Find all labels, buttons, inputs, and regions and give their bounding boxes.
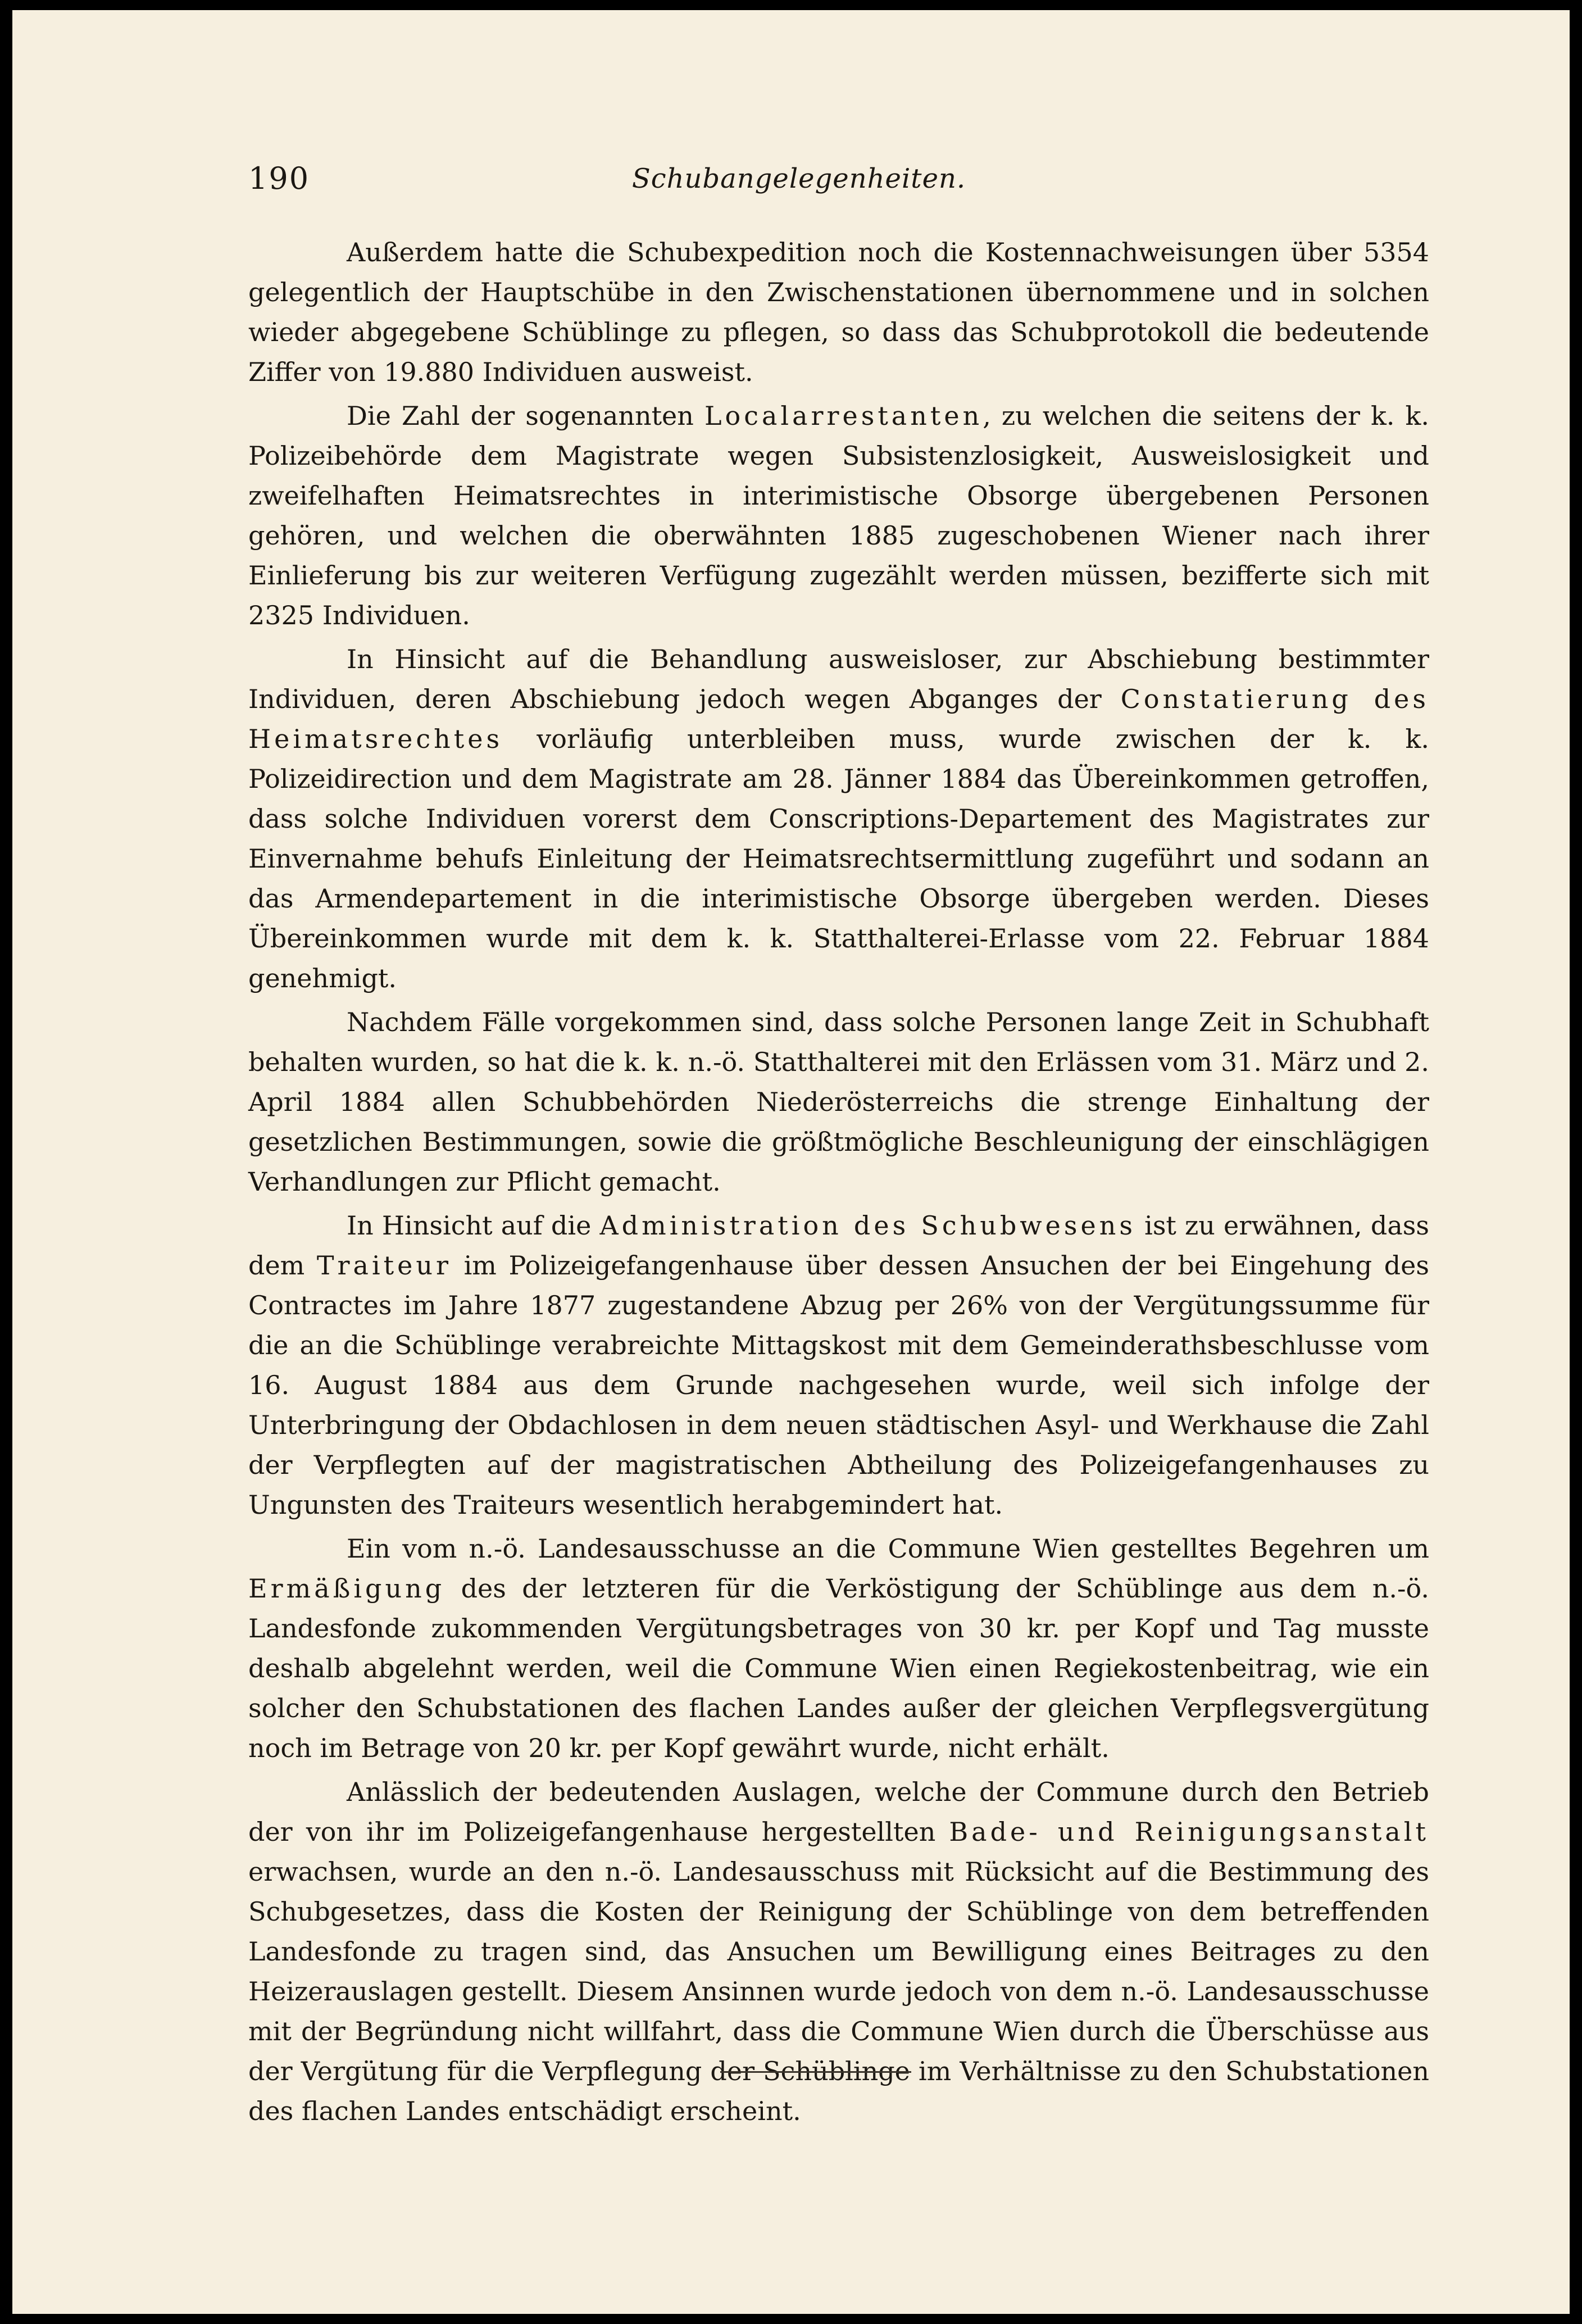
paragraph-2-text-a: Die Zahl der sogenannten [347,401,704,431]
paragraph-6-text-a: Ein vom n.-ö. Landesausschusse an die Commune Wien gestelltes Begehren um [347,1533,1429,1564]
paragraph-6-text-b: des der letzteren für die Verköstigung der Schüblinge aus dem n.-ö. Landesfonde zukommenden Vergütungsbetrages von 30 kr. per Kopf und Tag musste deshalb abgelehnt werden, weil die Commune Wien einen Regiekostenbeitrag, wie ein solcher den Schubstationen des flachen Landes außer der gleichen Verpflegsvergütung noch im Betrage von 20 kr. per Kopf gewährt wurde, nicht erhält. [248,1573,1429,1763]
paragraph-1: Außerdem hatte die Schubexpedition noch die Kostennachweisungen über 5354 gelegentlich der Hauptschübe in den Zwischenstationen übernommene und in solchen wieder abgegebene Schüblinge zu pflegen, so dass das Schubprotokoll die bedeutende Ziffer von 19.880 Individuen ausweist. [248,237,1429,387]
paragraph-2-emphasis: Localarrestanten [704,401,983,431]
paragraph-5-emphasis-2: Traiteur [316,1250,452,1281]
paragraph-3-text-b: vorläufig unterbleiben muss, wurde zwischen der k. k. Polizeidirection und dem Magistrate am 28. Jänner 1884 das Übereinkommen getroffen, dass solche Individuen vorerst dem Conscriptions-Departement des Magistrates zur Einvernahme behufs Einleitung der Heimatsrechtsermittlung zugeführt und sodann an das Armendepartement in die interimistische Obsorge übergeben werden. Dieses Übereinkommen wurde mit dem k. k. Statthalterei-Erlasse vom 22. Februar 1884 genehmigt. [248,724,1429,993]
paragraph-7-text-a: Anlässlich der bedeutenden Auslagen, welche der Commune durch den Betrieb der von ihr im Polizeigefangenhause hergestellten [248,1777,1429,1847]
paragraph-6 [248,1529,1429,1768]
paragraph-2-text-b: , zu welchen die seitens der k. k. Polizeibehörde dem Magistrate wegen Subsistenzlosigkeit, Ausweislosigkeit und zweifelhaften Heimatsrechtes in interimistische Obsorge übergebenen Personen gehören, und welchen die oberwähnten 1885 zugeschobenen Wiener nach ihrer Einlieferung bis zur weiteren Verfügung zugezählt werden müssen, bezifferte sich mit 2325 Individuen. [248,401,1429,630]
paragraph-2 [248,396,1429,636]
paragraph-5-text-c: im Polizeigefangenhause über dessen Ansuchen der bei Eingehung des Contractes im Jahre 1877 zugestandene Abzug per 26% von der Vergütungssumme für die an die Schüblinge verabreichte Mittagskost mit dem Gemeinderathsbeschlusse vom 16. August 1884 aus dem Grunde nachgesehen wurde, weil sich infolge der Unterbringung der Obdachlosen in dem neuen städtischen Asyl- und Werkhause die Zahl der Verpflegten auf der magistratischen Abtheilung des Polizeigefangenhauses zu Ungunsten des Traiteurs wesentlich herabgemindert hat. [248,1250,1429,1520]
paragraph-7-emphasis: Bade- und Reinigungsanstalt [949,1817,1429,1847]
paragraph-5-emphasis: Administration des Schubwesens [599,1210,1136,1241]
page-header [248,161,1349,206]
paragraph-6-emphasis: Ermäßigung [248,1573,445,1604]
page-number: 190 [248,161,310,196]
scanned-page [12,10,1570,2314]
paragraph-7-text-b: erwachsen, wurde an den n.-ö. Landesausschuss mit Rücksicht auf die Bestimmung des Schubgesetzes, dass die Kosten der Reinigung der Schüblinge von dem betreffenden Landesfonde zu tragen sind, das Ansuchen um Bewilligung eines Beitrages zu den Heizerauslagen gestellt. Diesem Ansinnen wurde jedoch von dem n.-ö. Landesausschusse mit der Begründung nicht willfahrt, dass die Commune Wien durch die Überschüsse aus der Vergütung für die Verpflegung der Schüblinge im Verhältnisse zu den Schubstationen des flachen Landes entschädigt erscheint. [248,1857,1429,2126]
paragraph-3 [248,639,1429,998]
paragraph-4: Nachdem Fälle vorgekommen sind, dass solche Personen lange Zeit in Schubhaft behalten wurden, so hat die k. k. n.-ö. Statthalterei mit den Erlässen vom 31. März und 2. April 1884 allen Schubbehörden Niederösterreichs die strenge Einhaltung der gesetzlichen Bestimmungen, sowie die größtmögliche Beschleunigung der einschlägigen Verhandlungen zur Pflicht gemacht. [248,1007,1429,1197]
paragraph-7 [248,1772,1429,2131]
paragraph-3-text-a: In Hinsicht auf die Behandlung ausweisloser, zur Abschiebung bestimmter Individuen, deren Abschiebung jedoch wegen Abganges der [248,644,1429,714]
body-text [248,233,1429,2135]
section-end-rule [720,2071,911,2073]
paragraph-5-text-b: ist zu erwähnen, dass dem [248,1210,1429,1281]
paragraph-3-emphasis: Constatierung des Heimatsrechtes [248,684,1429,754]
paragraph-5-text-a: In Hinsicht auf die [347,1210,600,1241]
running-title: Schubangelegenheiten. [631,163,966,194]
paragraph-5 [248,1206,1429,1525]
